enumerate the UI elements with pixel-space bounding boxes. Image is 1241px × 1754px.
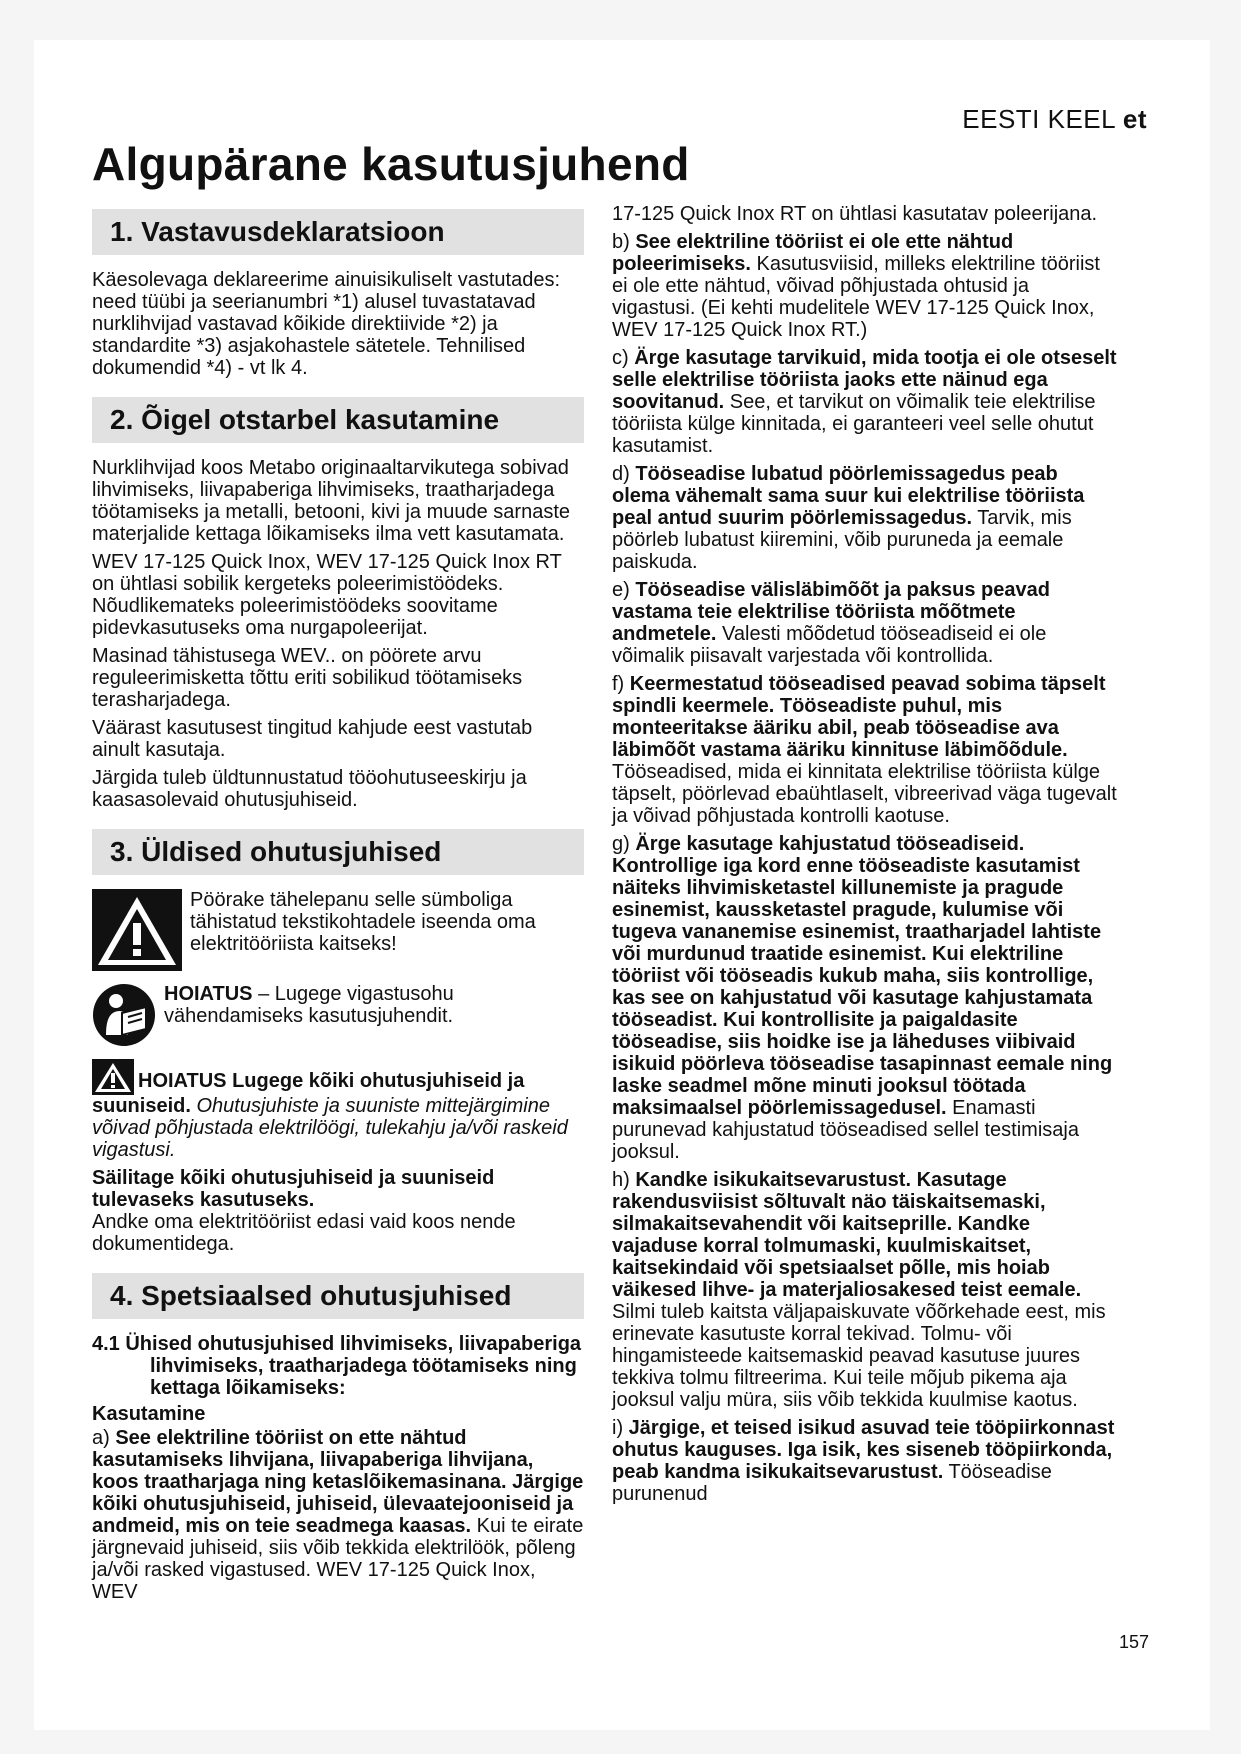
item-d: d) Tööseadise lubatud pöörlemissagedus peab olema vähemalt sama suur kui elektrilise tööriista peal antud suurim pöörlemissagedus. Tarvik, mis pöörleb lubatust kiiremini, võib puruneda ja eemale paiskuda. bbox=[612, 463, 1085, 573]
item-i: i) Järgige, et teised isikud asuvad teie tööpiirkonnast ohutus kauguses. Iga isik, kes siseneb tööpiirkonda, peab kandma isikukaitsevarustust. Tööseadise purunenud bbox=[612, 1417, 1115, 1505]
right-column bbox=[612, 203, 1117, 1511]
item-f: f) Keermestatud tööseadised peavad sobima täpselt spindli keermele. Tööseadiste puhul, mis monteeritakse ääriku abil, peab tööseadise ava läbimõõt vastama ääriku kinnituse läbimõõdule. Tööseadised, mida ei kinnitata elektrilise tööriista külge täpselt, pöörlevad ebaühtlaselt, vibreerivad väga tugevalt ja võivad põhjustada kontrolli kaotuse. bbox=[612, 673, 1117, 827]
section-heading-1: 1. Vastavusdeklaratsioon bbox=[92, 209, 584, 255]
warning-symbol-row bbox=[92, 889, 584, 971]
declaration-text: Käesolevaga deklareerime ainuisikuliselt vastutades: need tüübi ja seerianumbri *1) alusel tuvastatavad nurklihvijad vastavad kõikide direktiivide *2) ja standardite *3) asjakohastele sätetele. Tehnilised dokumendid *4) - vt lk 4. bbox=[92, 269, 561, 379]
language-label: EESTI KEEL et bbox=[962, 104, 1147, 134]
manual-warning-row bbox=[92, 983, 584, 1047]
intended-use-p4: Väärast kasutusest tingitud kahjude eest vastutab ainult kasutaja. bbox=[92, 717, 533, 761]
page-number: 157 bbox=[1118, 1632, 1149, 1652]
section-heading-3: 3. Üldised ohutusjuhised bbox=[92, 829, 584, 875]
item-a-continued: 17-125 Quick Inox RT on ühtlasi kasutatav poleerijana. bbox=[612, 203, 1098, 225]
intended-use-p1: Nurklihvijad koos Metabo originaaltarvikutega sobivad lihvimiseks, liivapaberiga lihvimiseks, traatharjadega töötamiseks ja metalli, betooni, kivi ja muude sarnaste materjalide kettaga lõikamiseks ilma vett kasutamata. bbox=[92, 457, 571, 545]
left-column bbox=[92, 209, 584, 1609]
general-warning: HOIATUS Lugege kõiki ohutusjuhiseid ja suuniseid. Ohutusjuhiste ja suuniste mittejärgimine võivad põhjustada elektrilöögi, tulekahju ja/või raskeid vigastusi. bbox=[92, 1059, 584, 1161]
intended-use-p3: Masinad tähistusega WEV.. on pöörete arvu reguleerimisketta tõttu eriti sobilikud töötamiseks terasharjadega. bbox=[92, 645, 523, 711]
intended-use-p5: Järgida tuleb üldtunnustatud tööohutuseeskirju ja kaasasolevaid ohutusjuhiseid. bbox=[92, 767, 527, 811]
intended-use-p2: WEV 17-125 Quick Inox, WEV 17-125 Quick Inox RT on ühtlasi sobilik kergeteks poleerimistöödeks. Nõudlikemateks poleerimistöödeks soovitame pidevkasutuseks oma nurgapoleerijat. bbox=[92, 551, 562, 639]
manual-warning-text: HOIATUS – Lugege vigastusohu vähendamiseks kasutusjuhendit. bbox=[164, 983, 454, 1027]
read-manual-icon bbox=[92, 983, 156, 1047]
item-a: a) See elektriline tööriist on ette nähtud kasutamiseks lihvijana, liivapaberiga lihvijana, koos traatharjaga ning ketaslõikemasinana. Järgige kõiki ohutusjuhiseid, juhiseid, ülevaatejooniseid ja andmeid, mis on teie seadmega kaasas. Kui te eirate järgnevaid juhiseid, siis võib tekkida elektrilöök, põleng ja/või rasked vigastused. WEV 17-125 Quick Inox, WEV bbox=[92, 1427, 584, 1603]
item-g: g) Ärge kasutage kahjustatud tööseadiseid. Kontrollige iga kord enne tööseadiste kasutamist näiteks lihvimisketastel killunemiste ja pragude esinemist, kaussketastel pragude, kulumise või tugeva vananemise esinemist, traatharjadel lahtiste või murdunud traatide esinemist. Kui elektriline tööriist või tööseadis kukub maha, siis kontrollige, kas see on kahjustatud või kasutage kahjustamata tööseadist. Kui kontrollisite ja paigaldasite tööseadise, siis hoidke ise ja läheduses viibivaid isikuid pöörleva tööseadise tasapinnast eemale ning laske seadmel mõne minuti jooksul töötada maksimaalsel pöörlemissagedusel. Enamasti purunevad kahjustatud tööseadised sellel testimisaja jooksul. bbox=[612, 833, 1113, 1163]
subsection-4-1: 4.1 Ühised ohutusjuhised lihvimiseks, liivapaberiga lihvimiseks, traatharjadega töötamiseks ning kettaga lõikamiseks: bbox=[92, 1333, 582, 1399]
item-h: h) Kandke isikukaitsevarustust. Kasutage rakendusviisist sõltuvalt näo täiskaitsemaski, silmakaitsevahendit või kaitseprille. Kandke vajaduse korral tolmumaski, kuulmiskaitset, kaitsekindaid või spetsiaalset põlle, mis hoiab väikesed lihve- ja materjaliosakesed teist eemale. Silmi tuleb kaitsta väljapaiskuvate võõrkehade eest, mis erinevate kasutuste korral tekivad. Tolmu- või hingamisteede kaitsemaskid peavad kasutuse juures tekkiva tolmu filtreerima. Kui teile mõjub pikema aja jooksul valju müra, siis võib tekkida kuulmise kaotus. bbox=[612, 1169, 1106, 1411]
item-e: e) Tööseadise välisläbimõõt ja paksus peavad vastama teie elektrilise tööriista mõõtmete andmetele. Valesti mõõdetud tööseadiseid ei ole võimalik piisavalt varjestada või kontrollida. bbox=[612, 579, 1050, 667]
warning-triangle-icon bbox=[92, 889, 182, 971]
keep-instructions: Säilitage kõiki ohutusjuhiseid ja suuniseid tulevaseks kasutuseks. Andke oma elektritööriist edasi vaid koos nende dokumentidega. bbox=[92, 1167, 516, 1255]
usage-heading: Kasutamine bbox=[92, 1403, 206, 1425]
small-warning-triangle-icon bbox=[92, 1059, 134, 1095]
section-heading-2: 2. Õigel otstarbel kasutamine bbox=[92, 397, 584, 443]
page-title: Algupärane kasutusjuhend bbox=[92, 138, 690, 190]
item-b: b) See elektriline tööriist ei ole ette nähtud poleerimiseks. Kasutusviisid, milleks elektriline tööriist ei ole ette nähtud, võivad põhjustada ohtusid ja vigastusi. (Ei kehti mudelitele WEV 17-125 Quick Inox, WEV 17-125 Quick Inox RT.) bbox=[612, 231, 1100, 341]
warning-symbol-text: Pöörake tähelepanu selle sümboliga tähistatud tekstikohtadele iseenda oma elektritööriista kaitseks! bbox=[190, 889, 536, 955]
item-c: c) Ärge kasutage tarvikuid, mida tootja ei ole otseselt selle elektrilise tööriista jaoks ette näinud ega soovitanud. See, et tarvikut on võimalik teie elektrilise tööriista külge kinnitada, ei garanteeri veel selle ohutut kasutamist. bbox=[612, 347, 1117, 457]
section-heading-4: 4. Spetsiaalsed ohutusjuhised bbox=[92, 1273, 584, 1319]
